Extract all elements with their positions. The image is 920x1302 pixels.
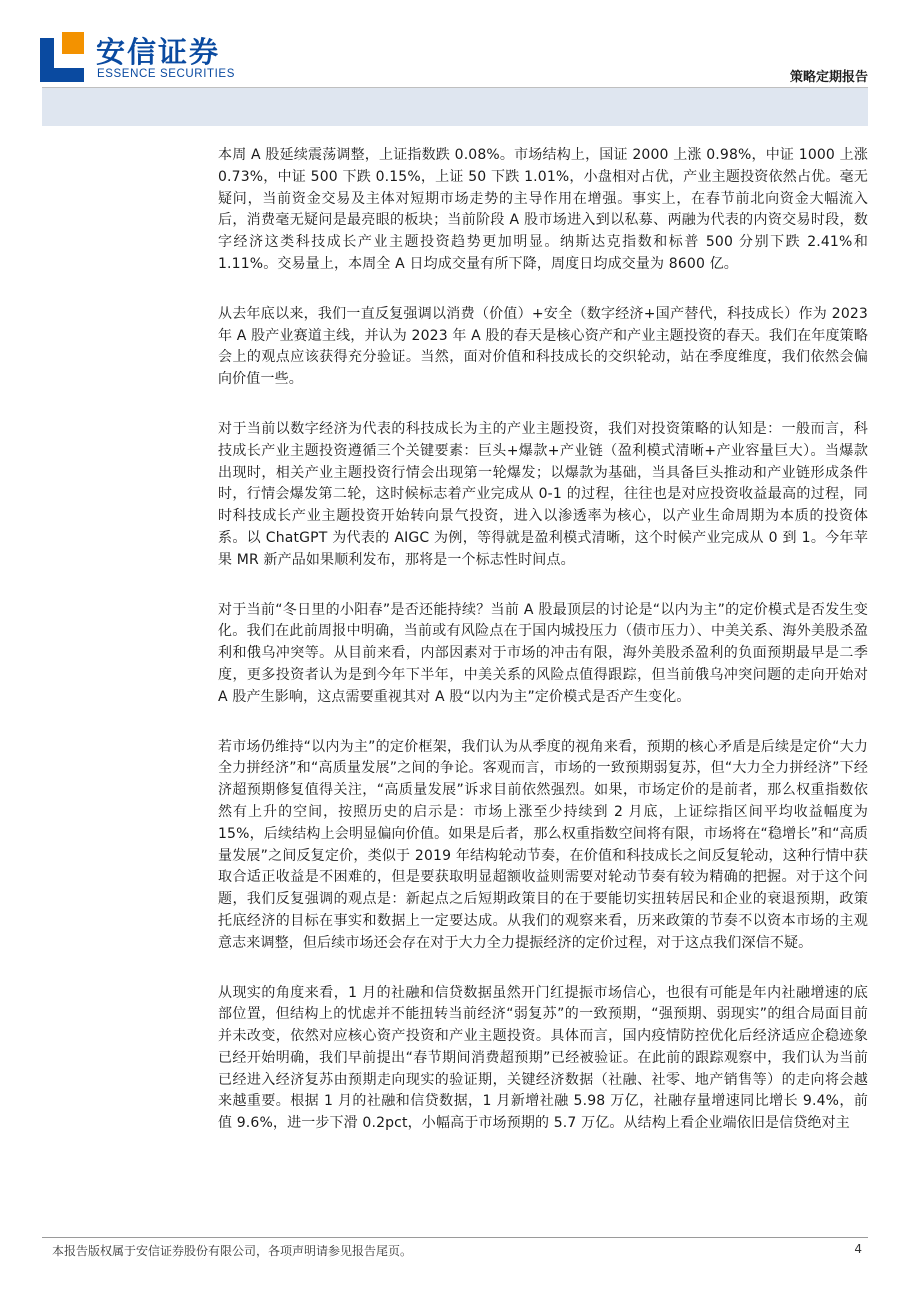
body-paragraph: 对于当前以数字经济为代表的科技成长为主的产业主题投资，我们对投资策略的认知是：一般而言，科技成长产业主题投资遵循三个关键要素：巨头+爆款+产业链（盈利模式清晰+产业容量巨大）。当爆款出现时，相关产业主题投资行情会出现第一轮爆发；以爆款为基础，当具备巨头推动和产业链形成条件时，行情会爆发第二轮，这时候标志着产业完成从 0-1 的过程，往往也是对应投资收益最高的过程，同时科技成长产业主题投资开始转向景气投资，进入以渗透率为核心，以产业生命周期为本质的投资体系。以 ChatGPT 为代表的 AIGC 为例，等得就是盈利模式清晰，这个时候产业完成从 0 到 1。今年苹果 MR 新产品如果顺利发布，那将是一个标志性时间点。: [218, 420, 868, 568]
body-paragraph: 对于当前“冬日里的小阳春”是否还能持续？当前 A 股最顶层的讨论是“以内为主”的定价模式是否发生变化。我们在此前周报中明确，当前或有风险点在于国内城投压力（债市压力）、中美关系、海外美股杀盈利和俄乌冲突等。从目前来看，内部因素对于市场的冲击有限，海外美股杀盈利的负面预期最早是二季度，更多投资者认为是到今年下半年，中美关系的风险点值得跟踪，但当前俄乌冲突问题的走向开始对 A 股产生影响，这点需要重视其对 A 股“以内为主”定价模式是否产生变化。: [218, 601, 868, 705]
body-paragraph: 本周 A 股延续震荡调整，上证指数跌 0.08%。市场结构上，国证 2000 上涨 0.98%，中证 1000 上涨 0.73%，中证 500 下跌 0.15%，上证 50 下跌 1.01%，小盘相对占优，产业主题投资依然占优。毫无疑问，当前资金交易及主体对短期市场走势的主导作用在增强。事实上，在春节前北向资金大幅流入后，消费毫无疑问是最亮眼的板块；当前阶段 A 股市场进入到以私募、两融为代表的内资交易时段，数字经济这类科技成长产业主题投资趋势更加明显。纳斯达克指数和标普 500 分别下跌 2.41%和 1.11%。交易量上，本周全 A 日均成交量有所下降，周度日均成交量为 8600 亿。: [218, 147, 868, 272]
report-type-label: 策略定期报告: [789, 70, 868, 85]
logo-english-name: ESSENCE SECURITIES: [97, 68, 235, 80]
footer-disclaimer: 本报告版权属于安信证券股份有限公司，各项声明请参见报告尾页。: [52, 1244, 413, 1258]
company-logo: [40, 30, 290, 86]
logo-chinese-name: 安信证券: [96, 35, 221, 69]
header-band: [42, 88, 868, 126]
footer-divider: [42, 1237, 868, 1238]
body-paragraph: 若市场仍维持“以内为主”的定价框架，我们认为从季度的视角来看，预期的核心矛盾是后续是定价“大力全力拼经济”和“高质量发展”之间的争论。客观而言，市场的一致预期弱复苏，但“大力全力拼经济”下经济超预期修复值得关注，“高质量发展”诉求目前依然强烈。如果，市场定价的是前者，那么权重指数依然有上升的空间，按照历史的启示是：市场上涨至少持续到 2 月底，上证综指区间平均收益幅度为 15%，后续结构上会明显偏向价值。如果是后者，那么权重指数空间将有限，市场将在“稳增长”和“高质量发展”之间反复定价，类似于 2019 年结构轮动节奏，在价值和科技成长之间反复轮动，这种行情中获取合适正收益是不困难的，但是要获取明显超额收益则需要对轮动节奏有较为精确的把握。对于这个问题，我们反复强调的观点是：新起点之后短期政策目的在于要能切实扭转居民和企业的衰退预期，政策托底经济的目标在事实和数据上一定要达成。从我们的观察来看，历来政策的节奏不以资本市场的主观意志来调整，但后续市场还会存在对于大力全力提振经济的定价过程，对于这点我们深信不疑。: [218, 738, 868, 951]
page-header: [0, 0, 920, 130]
logo-mark-icon: [40, 32, 84, 82]
body-paragraph: 从现实的角度来看，1 月的社融和信贷数据虽然开门红提振市场信心，也很有可能是年内社融增速的底部位置，但结构上的忧虑并不能扭转当前经济“弱复苏”的一致预期，“强预期、弱现实”的组合局面目前并未改变，依然对应核心资产投资和产业主题投资。具体而言，国内疫情防控优化后经济适应企稳迹象已经开始明确，我们早前提出“春节期间消费超预期”已经被验证。在此前的跟踪观察中，我们认为当前已经进入经济复苏由预期走向现实的验证期，关键经济数据（社融、社零、地产销售等）的走向将会越来越重要。根据 1 月的社融和信贷数据，1 月新增社融 5.98 万亿，社融存量增速同比增长 9.4%，前值 9.6%，进一步下滑 0.2pct，小幅高于市场预期的 5.7 万亿。从结构上看企业端依旧是信贷绝对主: [218, 984, 868, 1132]
report-body: [218, 145, 868, 1163]
body-paragraph: 从去年底以来，我们一直反复强调以消费（价值）+安全（数字经济+国产替代，科技成长）作为 2023 年 A 股产业赛道主线，并认为 2023 年 A 股的春天是核心资产和产业主题投资的春天。我们在年度策略会上的观点应该获得充分验证。当然，面对价值和科技成长的交织轮动，站在季度维度，我们依然会偏向价值一些。: [218, 305, 868, 388]
page-number: 4: [854, 1242, 862, 1256]
